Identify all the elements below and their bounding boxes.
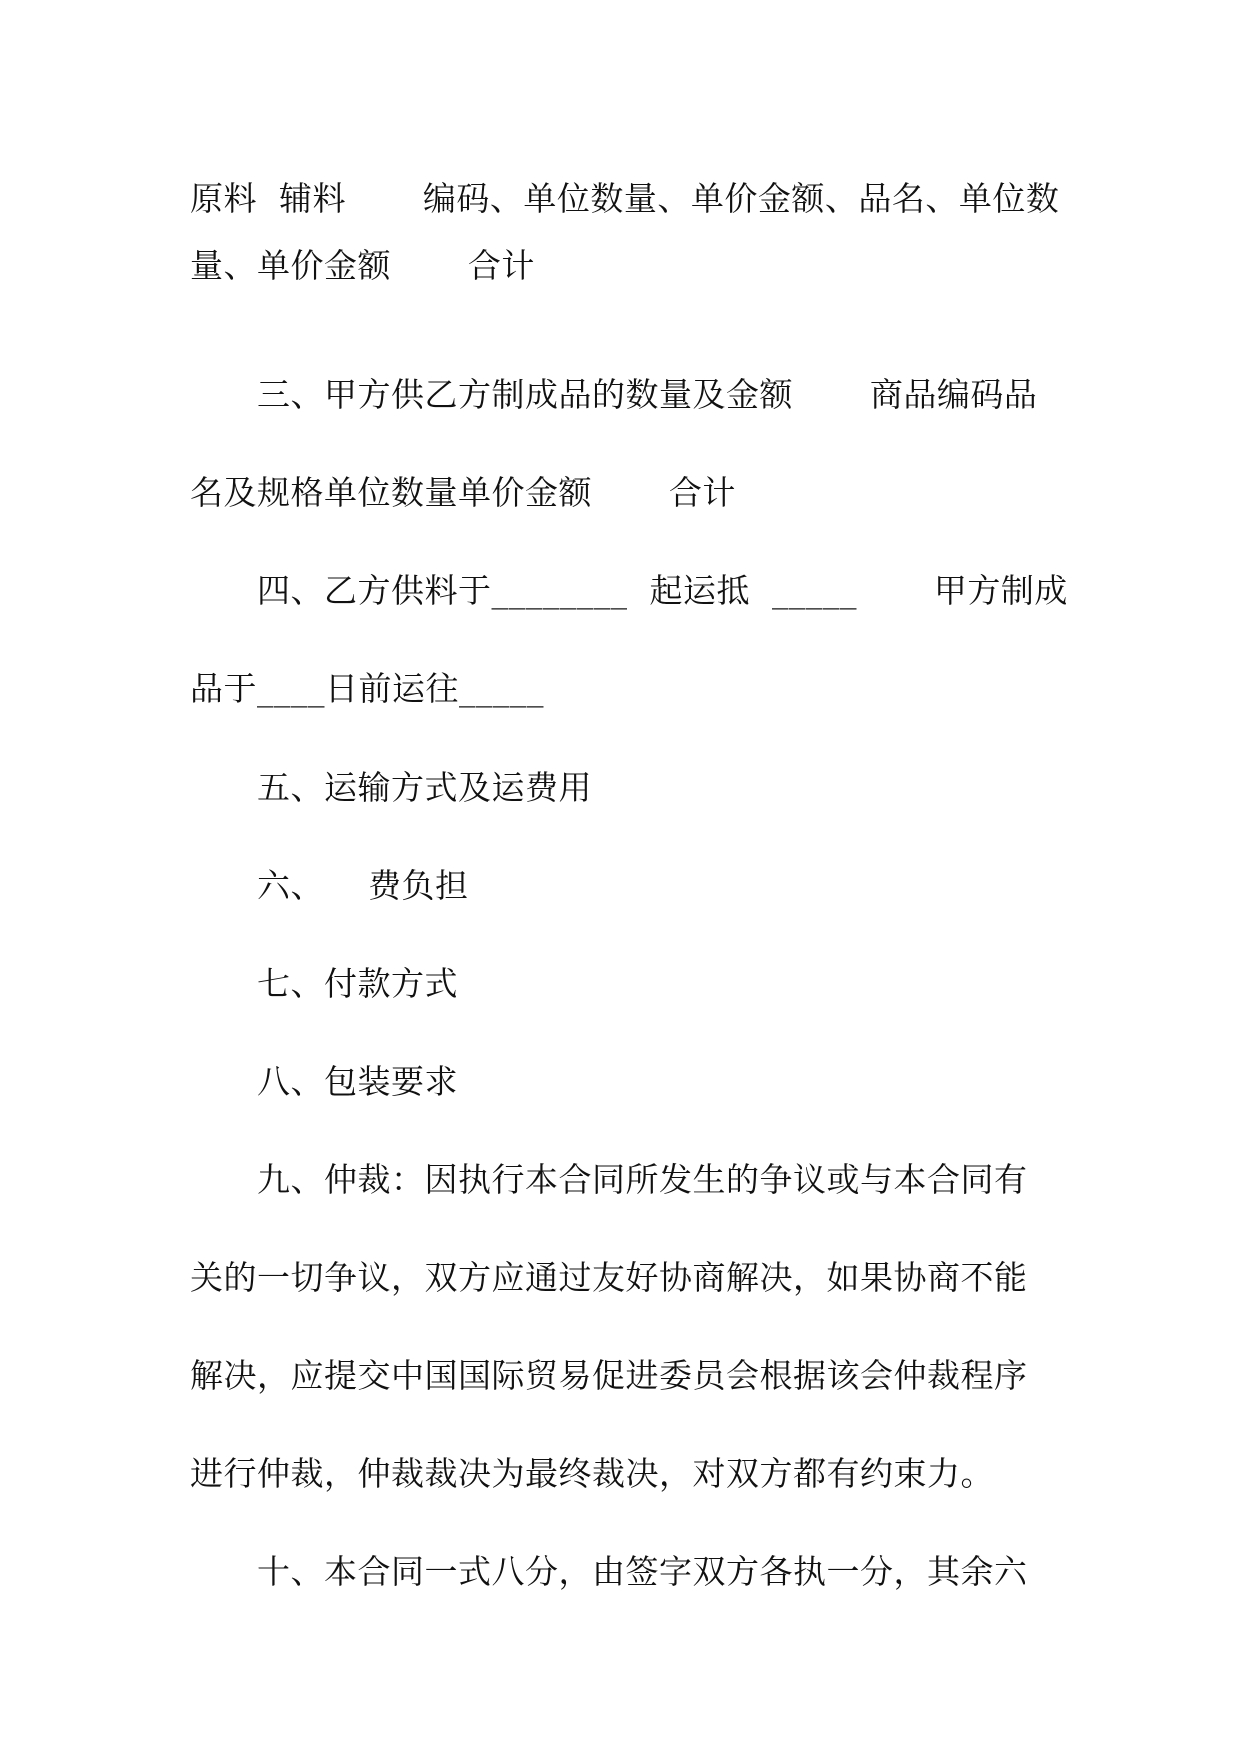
text-line-15: 十、本合同一式八分，由签字双方各执一分，其余六 — [257, 1552, 1028, 1591]
text-line-13: 解决，应提交中国国际贸易促进委员会根据该会仲裁程序 — [190, 1356, 1028, 1395]
text-line-10: 八、包装要求 — [257, 1062, 458, 1101]
text-line-4: 名及规格单位数量单价金额 合计 — [190, 473, 736, 512]
text-line-6: 品于____日前运往_____ — [190, 669, 544, 708]
text-line-12: 关的一切争议，双方应通过友好协商解决，如果协商不能 — [190, 1258, 1028, 1297]
text-line-1: 原料 辅料 编码、单位数量、单价金额、品名、单位数 — [190, 179, 1060, 218]
text-line-9: 七、付款方式 — [257, 964, 458, 1003]
text-line-2: 量、单价金额 合计 — [190, 246, 535, 285]
text-line-5: 四、乙方供料于________ 起运抵 _____ 甲方制成 — [257, 571, 1068, 610]
text-line-14: 进行仲裁，仲裁裁决为最终裁决，对双方都有约束力。 — [190, 1454, 994, 1493]
text-line-11: 九、仲裁：因执行本合同所发生的争议或与本合同有 — [257, 1160, 1028, 1199]
text-line-8: 六、 费负担 — [257, 866, 469, 905]
text-line-7: 五、运输方式及运费用 — [257, 768, 592, 807]
text-line-3: 三、甲方供乙方制成品的数量及金额 商品编码品 — [257, 375, 1038, 414]
